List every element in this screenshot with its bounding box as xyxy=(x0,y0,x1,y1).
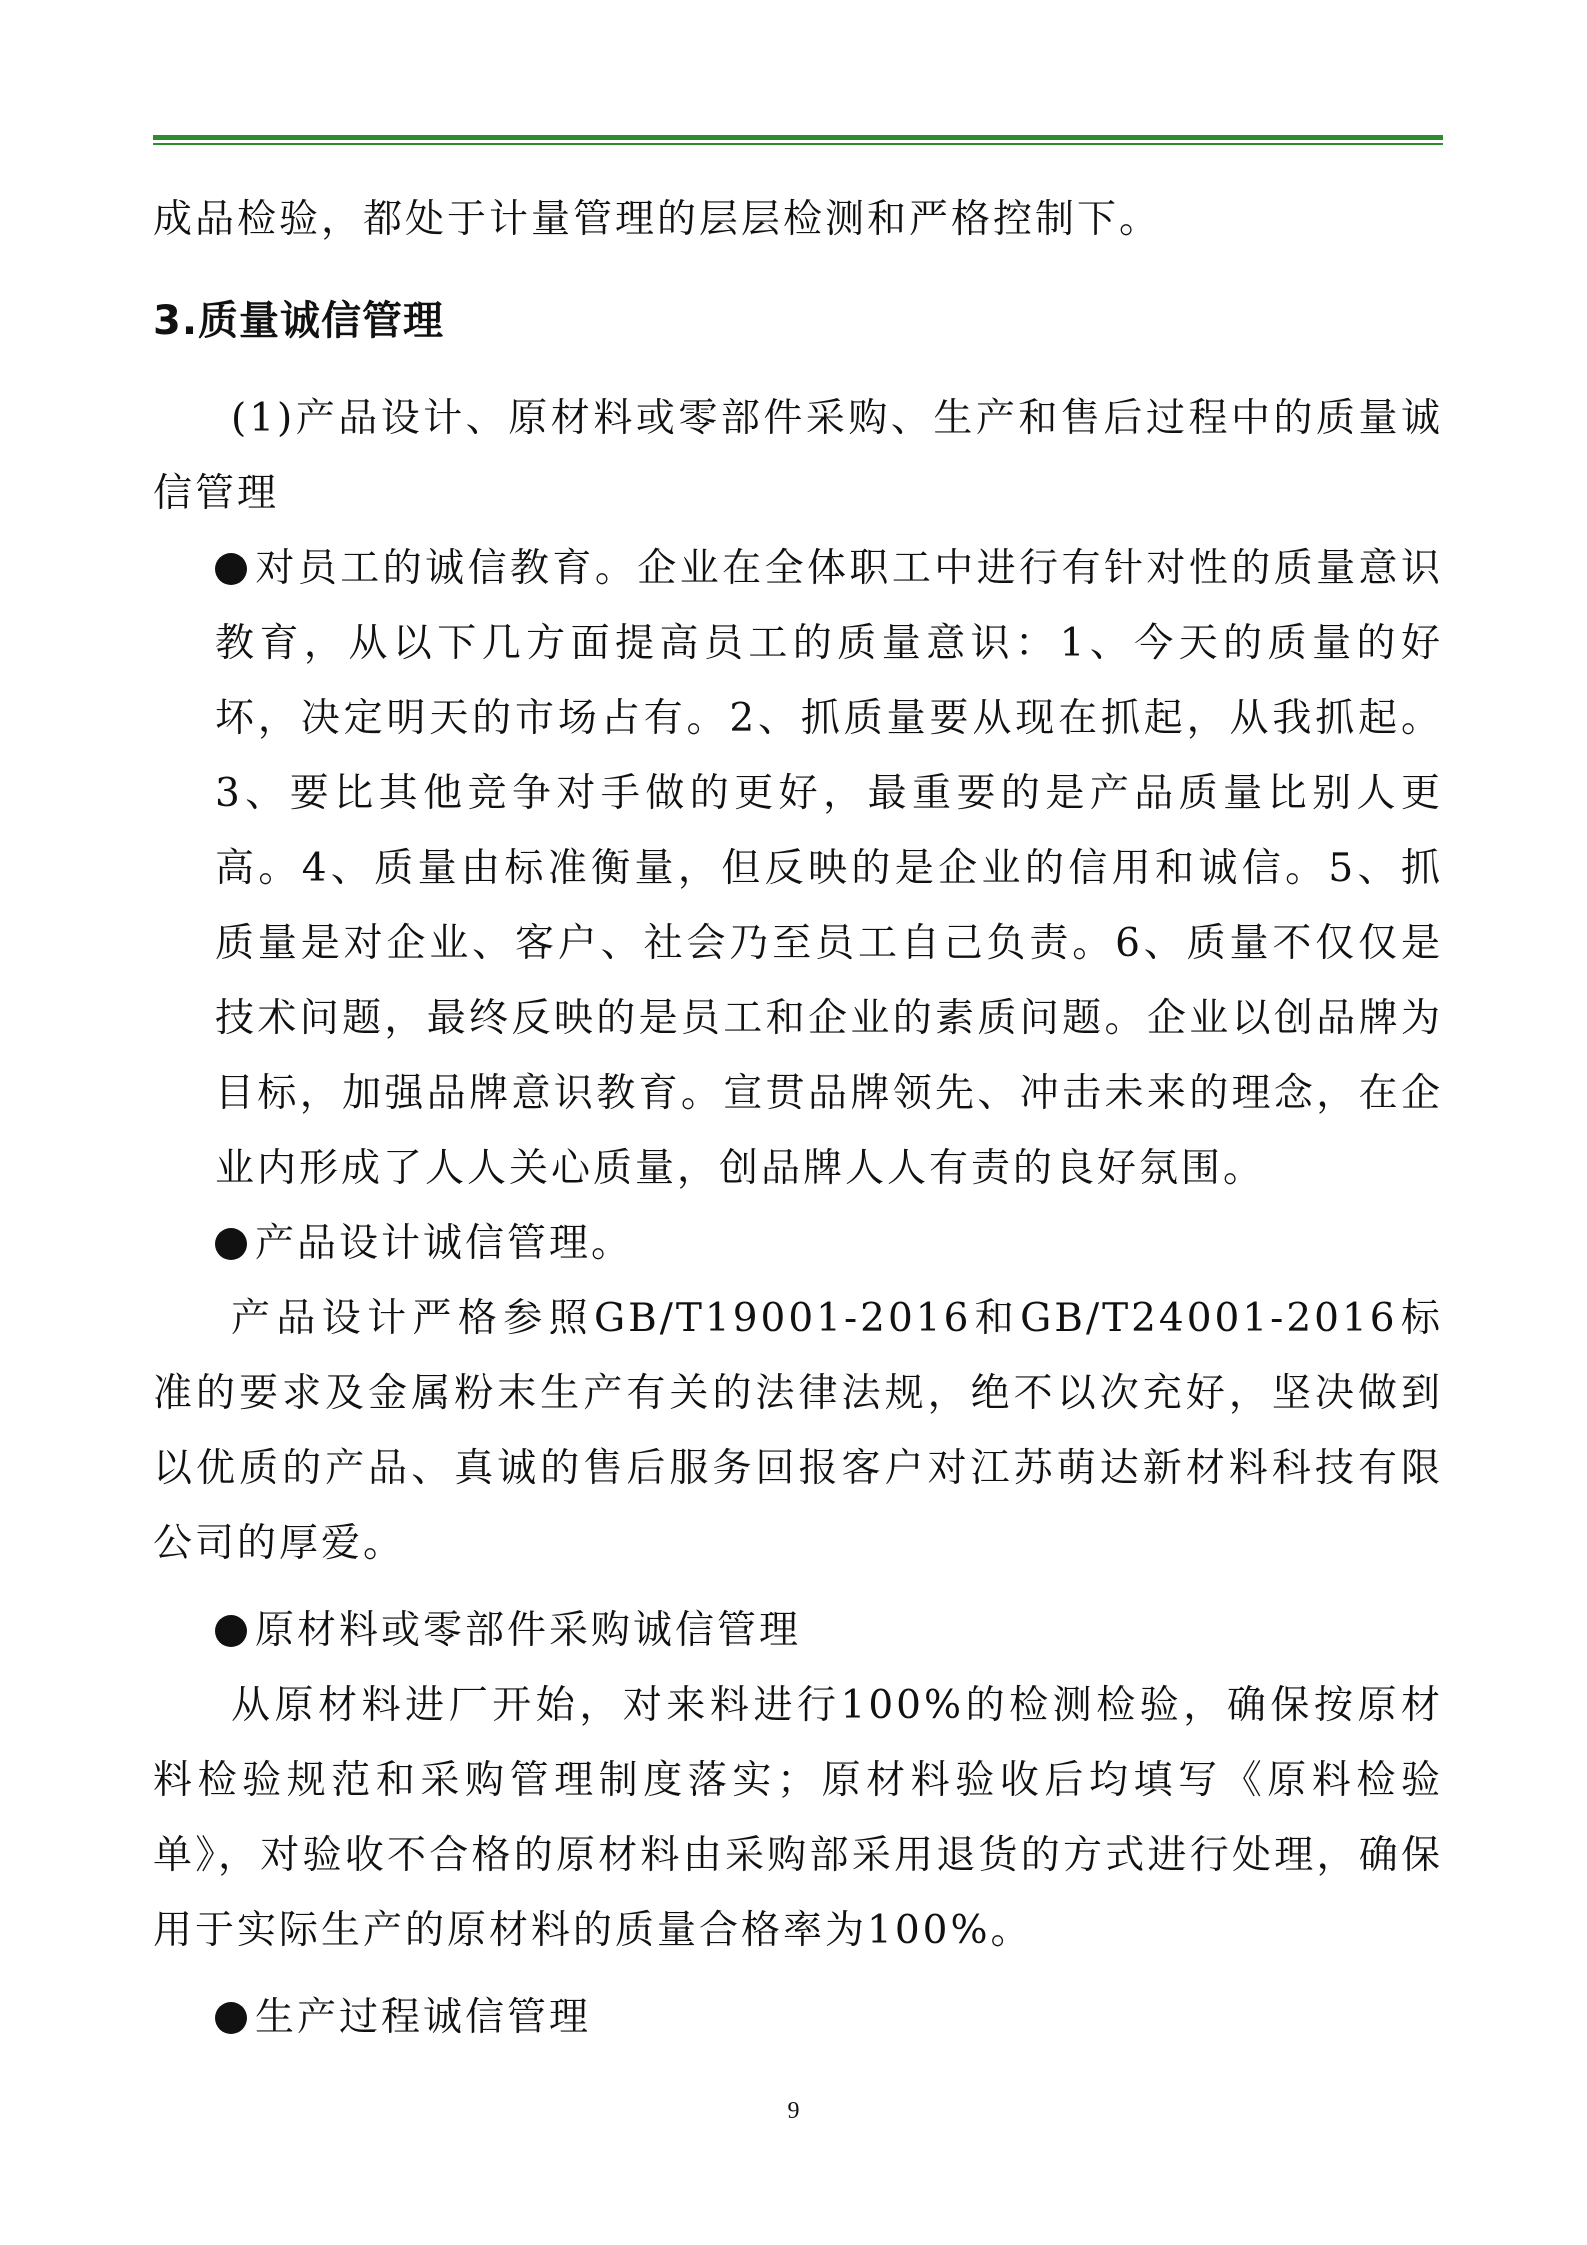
subsection-title: (1)产品设计、原材料或零部件采购、生产和售后过程中的质量诚信管理 xyxy=(153,396,1443,516)
bullet-dot-icon xyxy=(215,553,247,585)
bullet-employee-integrity xyxy=(153,531,1443,1206)
bullet-label: 对员工的诚信教育。 xyxy=(255,546,638,591)
bullet-product-design xyxy=(153,1206,1443,1281)
continuation-paragraph: 成品检验，都处于计量管理的层层检测和严格控制下。 xyxy=(153,197,1162,242)
bullet-label: 产品设计诚信管理。 xyxy=(255,1221,634,1266)
page-body xyxy=(153,182,1443,2055)
header-rule-thin xyxy=(153,143,1443,145)
bullet-label: 原材料或零部件采购诚信管理 xyxy=(255,1608,802,1653)
procurement-paragraph: 从原材料进厂开始，对来料进行100%的检测检验，确保按原材料检验规范和采购管理制度落实；原材料验收后均填写《原料检验单》，对验收不合格的原材料由采购部采用退货的方式进行处理，确保用于实际生产的原材料的质量合格率为100%。 xyxy=(153,1683,1443,1953)
page-number: 9 xyxy=(787,2098,800,2124)
bullet-dot-icon xyxy=(215,1228,247,1260)
bullet-dot-icon xyxy=(215,2002,247,2034)
bullet-label: 生产过程诚信管理 xyxy=(255,1995,592,2040)
bullet-text: 企业在全体职工中进行有针对性的质量意识教育，从以下几方面提高员工的质量意识：1、今天的质量的好坏，决定明天的市场占有。2、抓质量要从现在抓起，从我抓起。3、要比其他竞争对手做的更好，最重要的是产品质量比别人更高。4、质量由标准衡量，但反映的是企业的信用和诚信。5、抓质量是对企业、客户、社会乃至员工自己负责。6、质量不仅仅是技术问题，最终反映的是员工和企业的素质问题。企业以创品牌为目标，加强品牌意识教育。宣贯品牌领先、冲击未来的理念，在企业内形成了人人关心质量，创品牌人人有责的良好氛围。 xyxy=(215,546,1443,1191)
header-rule-thick xyxy=(153,135,1443,140)
bullet-production xyxy=(153,1980,1443,2055)
section-heading: 3.质量诚信管理 xyxy=(153,298,445,344)
bullet-dot-icon xyxy=(215,1615,247,1647)
bullet-procurement xyxy=(153,1593,1443,1668)
product-design-paragraph: 产品设计严格参照GB/T19001-2016和GB/T24001-2016标准的要求及金属粉末生产有关的法律法规，绝不以次充好，坚决做到以优质的产品、真诚的售后服务回报客户对江苏萌达新材料科技有限公司的厚爱。 xyxy=(153,1296,1443,1566)
